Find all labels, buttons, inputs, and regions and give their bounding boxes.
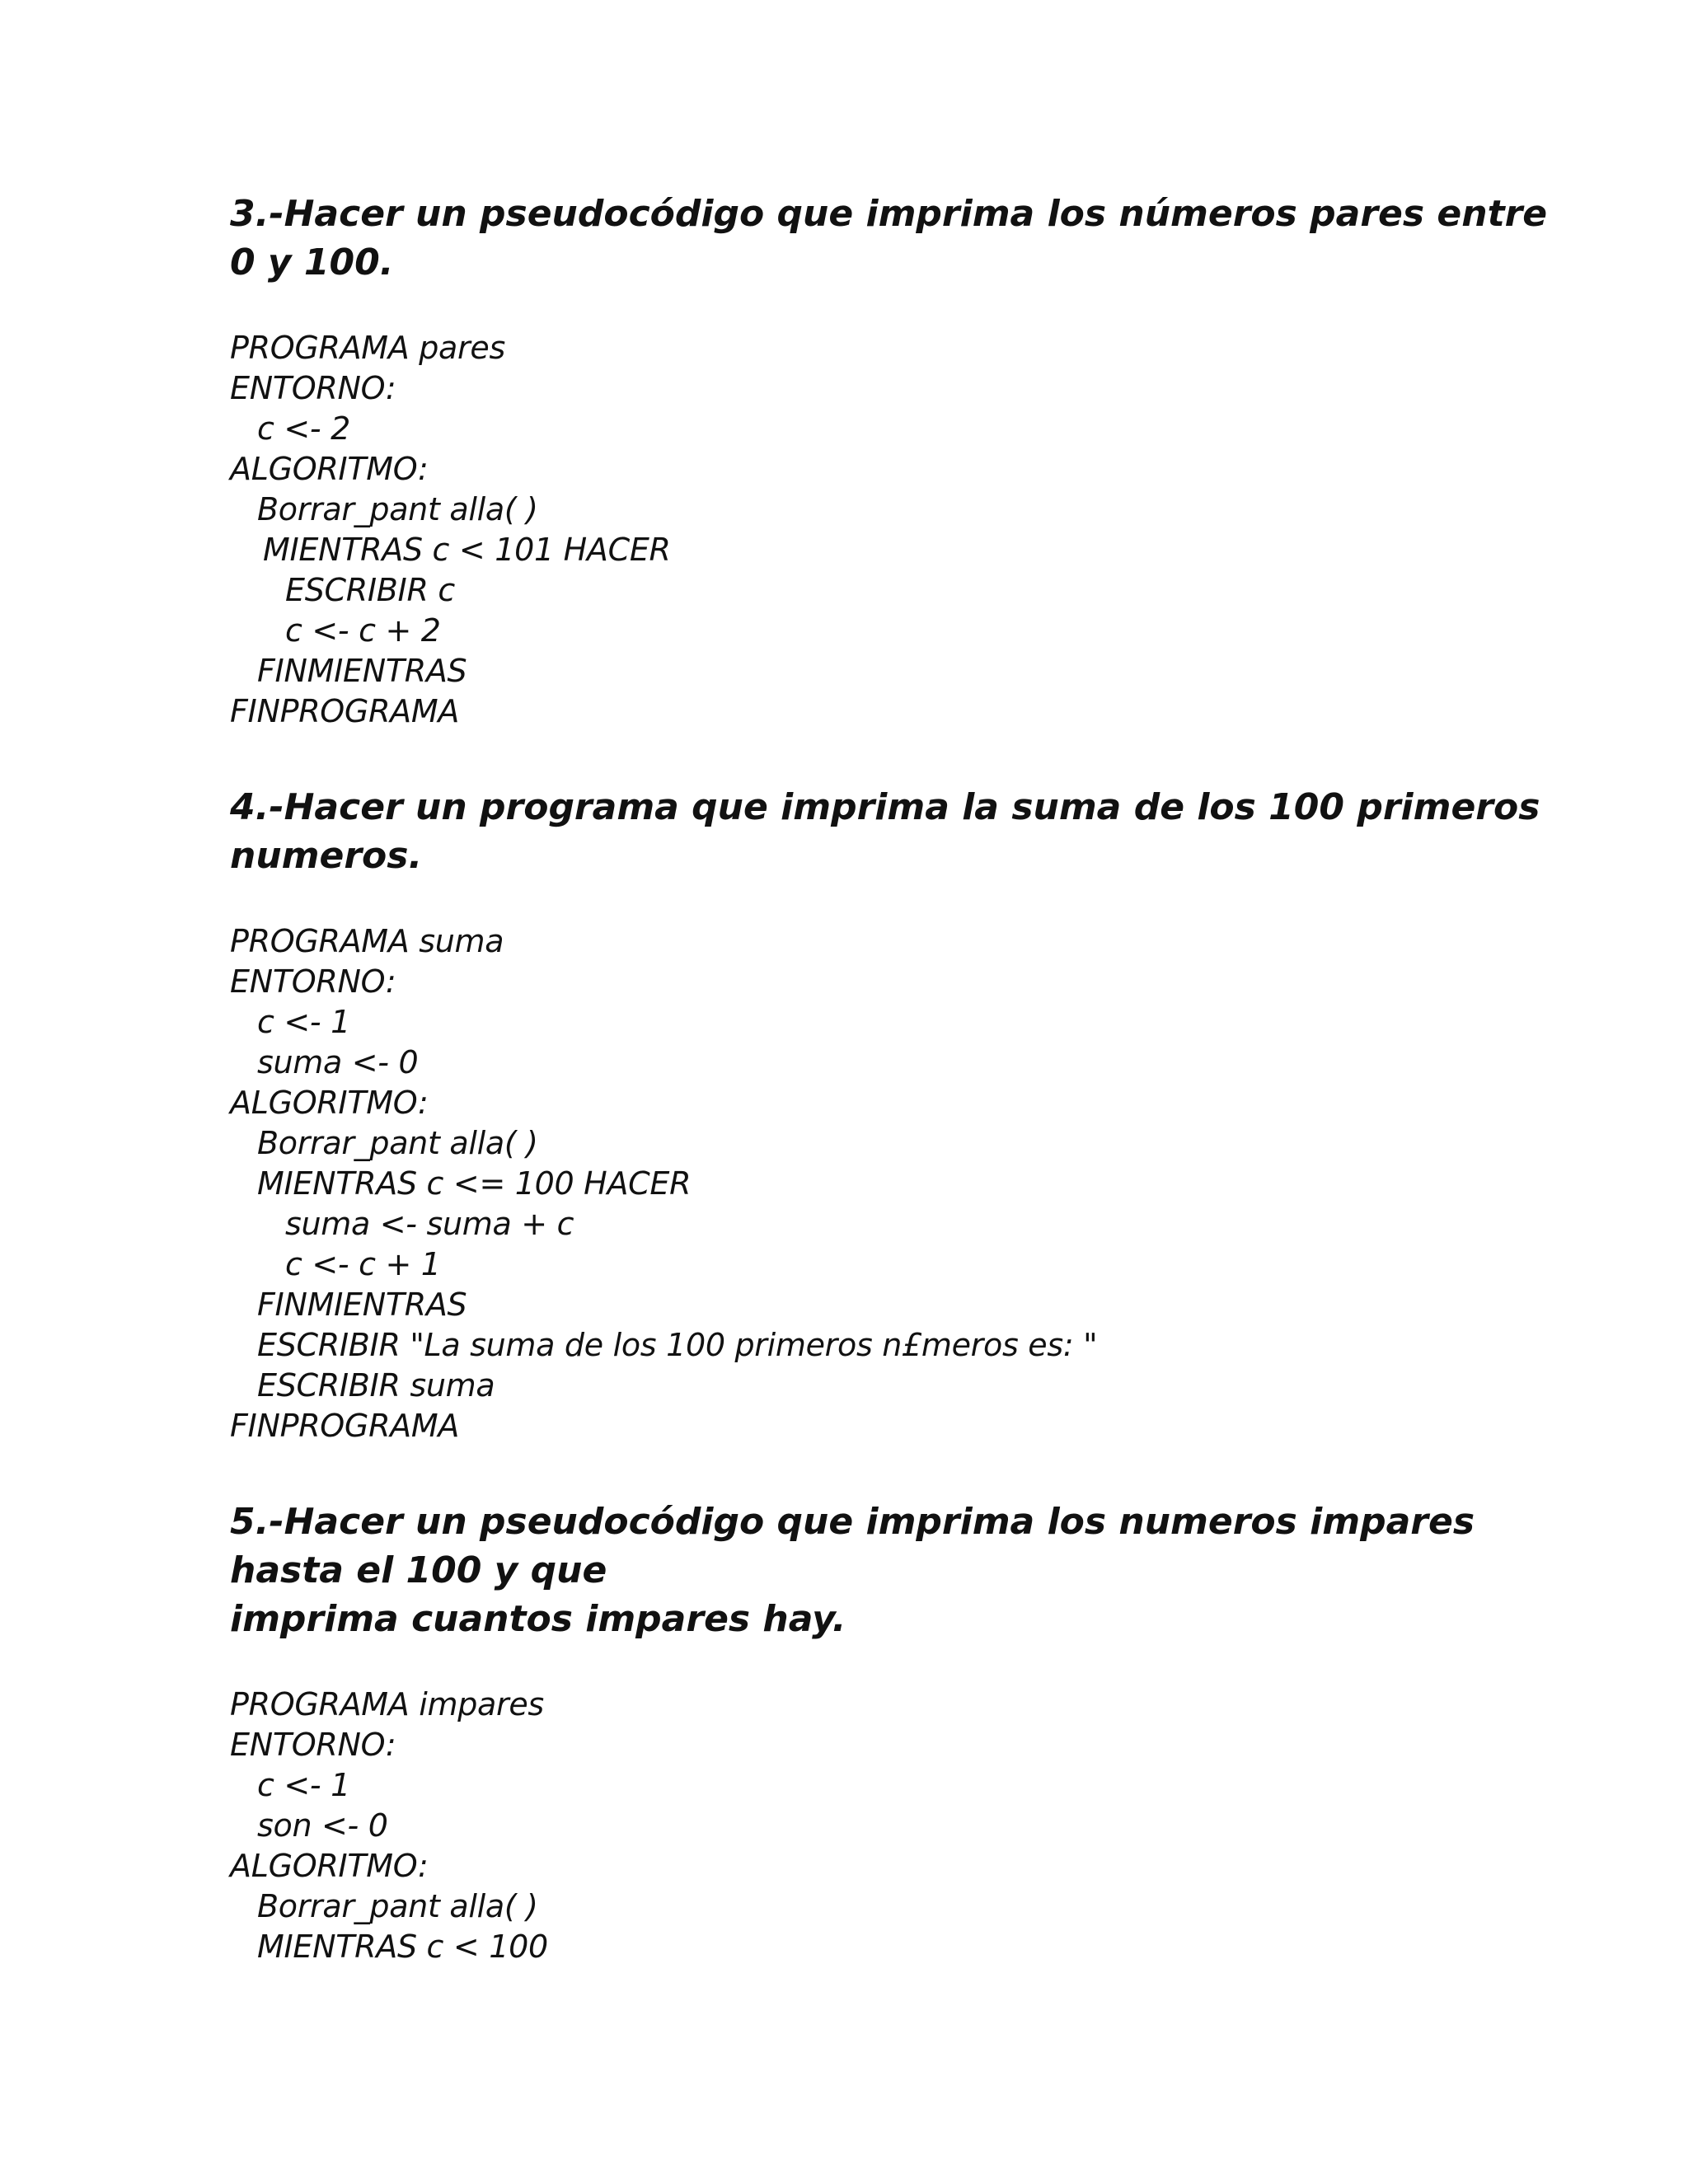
heading-line: imprima cuantos impares hay. [230,1598,846,1640]
heading-line: numeros. [230,835,423,877]
code-line: ENTORNO: [230,1727,396,1763]
code-line: ESCRIBIR suma [257,1367,495,1404]
heading-line: hasta el 100 y que [230,1549,607,1591]
exercise-3-heading [230,190,1548,287]
code-line: PROGRAMA suma [230,923,504,959]
code-line: FINMIENTRAS [257,1286,467,1323]
heading-line: 5.-Hacer un pseudocódigo que imprima los numeros impares [230,1501,1475,1543]
exercise-5-heading [230,1497,1475,1643]
code-line: MIENTRAS c < 100 [257,1929,548,1965]
code-line: PROGRAMA impares [230,1686,544,1722]
code-line: FINPROGRAMA [230,1408,460,1444]
code-line: MIENTRAS c <= 100 HACER [257,1165,692,1202]
exercise-5-pseudocode [230,1685,1466,1967]
code-line: MIENTRAS c < 101 HACER [263,532,671,568]
code-line: FINMIENTRAS [257,653,467,689]
code-line: ALGORITMO: [230,1085,429,1121]
code-line: ESCRIBIR "La suma de los 100 primeros n£meros es: " [257,1327,1098,1363]
code-line: ALGORITMO: [230,451,429,487]
section-gap [230,1446,1466,1497]
heading-line: 3.-Hacer un pseudocódigo que imprima los números pares entre [230,193,1548,235]
code-line: PROGRAMA pares [230,330,505,366]
section-gap [230,732,1466,783]
heading-line: 0 y 100. [230,241,394,284]
exercise-3 [230,190,1548,732]
code-line: son <- 0 [257,1807,388,1844]
document-content [230,190,1548,1967]
code-line: c <- c + 1 [285,1246,441,1282]
exercise-4-pseudocode [230,921,1466,1446]
code-line: c <- 1 [257,1004,350,1040]
heading-line: 4.-Hacer un programa que imprima la suma de los 100 primeros [230,786,1540,828]
code-line: Borrar_pant alla( ) [257,1888,538,1924]
exercise-4 [230,783,1540,1446]
code-line: c <- c + 2 [285,612,441,649]
code-line: c <- 2 [257,410,350,447]
code-line: suma <- suma + c [285,1206,574,1242]
exercise-3-pseudocode [230,328,1466,732]
code-line: Borrar_pant alla( ) [257,1125,538,1161]
code-line: ENTORNO: [230,963,396,1000]
code-line: suma <- 0 [257,1044,419,1080]
code-line: ENTORNO: [230,370,396,406]
code-line: Borrar_pant alla( ) [257,491,538,527]
code-line: ALGORITMO: [230,1848,429,1884]
code-line: ESCRIBIR c [285,572,455,608]
exercise-5 [230,1497,1475,1967]
code-line: FINPROGRAMA [230,693,460,729]
exercise-4-heading [230,783,1540,880]
code-line: c <- 1 [257,1767,350,1803]
